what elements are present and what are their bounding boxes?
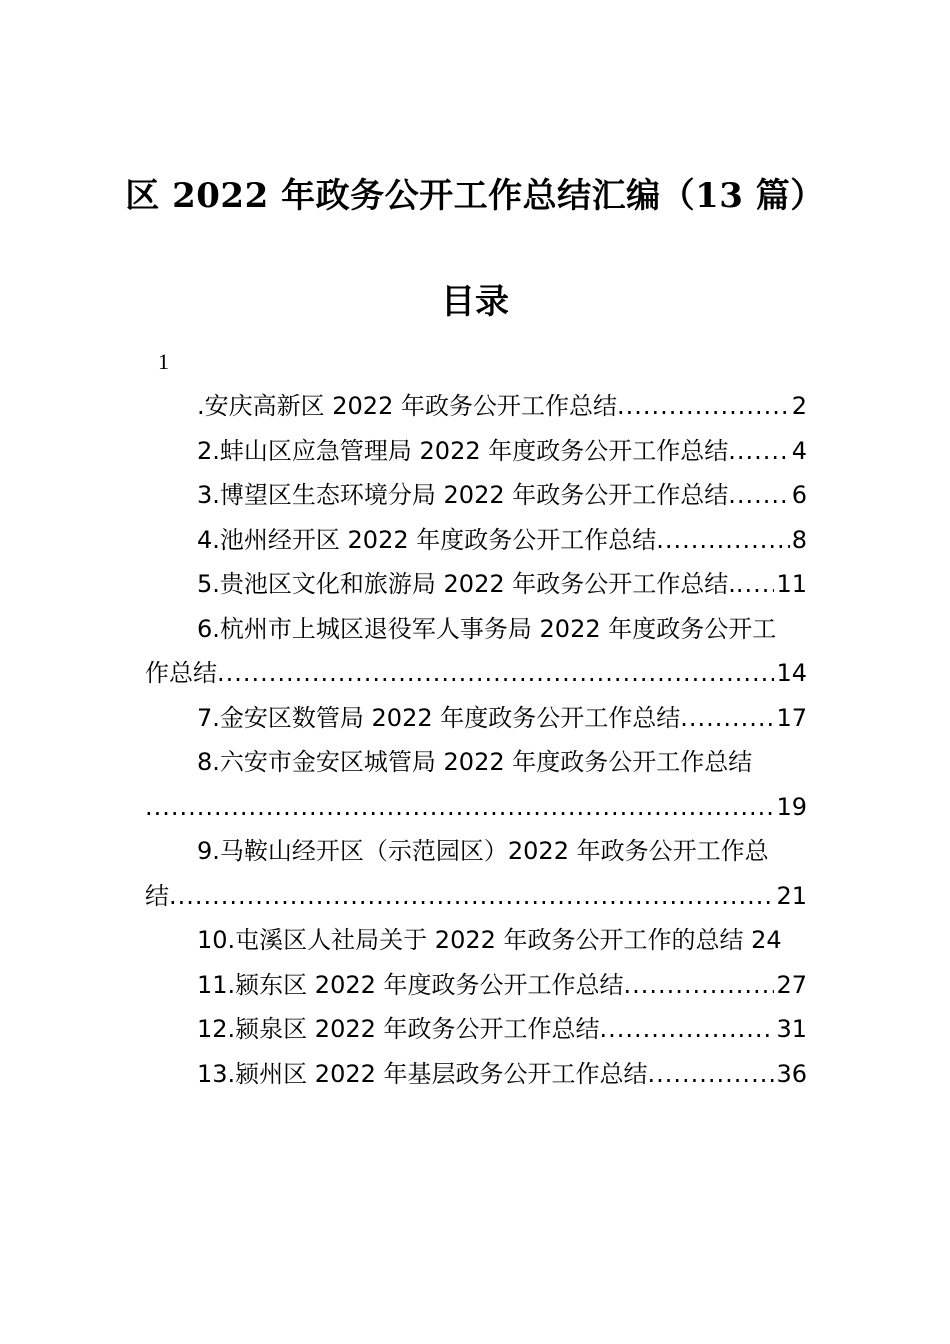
toc-line [145, 918, 807, 963]
toc-entry[interactable] [145, 1007, 807, 1052]
toc-entry-title: 8.六安市金安区城管局 2022 年度政务公开工作总结 [197, 748, 753, 776]
toc-line [145, 874, 807, 919]
toc-entry[interactable] [145, 473, 807, 518]
dot-leader [656, 518, 789, 563]
toc-entry[interactable] [145, 1052, 807, 1097]
dot-leader [680, 696, 774, 741]
toc-entry[interactable] [145, 740, 807, 829]
toc-page-number: 8 [791, 525, 807, 554]
toc-entry[interactable] [145, 429, 807, 474]
toc-entry[interactable] [145, 696, 807, 741]
toc-line [145, 785, 807, 830]
page-marker-number: 1 [158, 349, 169, 374]
toc-heading: 目录 [441, 282, 509, 322]
toc-line [145, 384, 807, 429]
toc-line [145, 429, 807, 474]
toc-line [145, 607, 807, 652]
toc-entry-title: 结 [145, 881, 169, 910]
toc-entry-title: 13.颍州区 2022 年基层政务公开工作总结 [197, 1059, 648, 1088]
toc-line [145, 518, 807, 563]
toc-line [145, 829, 807, 874]
toc-line [145, 473, 807, 518]
toc-entry[interactable] [145, 607, 807, 696]
toc-page-number: 19 [776, 792, 807, 821]
toc-line [145, 963, 807, 1008]
toc-line [145, 696, 807, 741]
dot-leader [217, 651, 774, 696]
toc-page-number: 21 [776, 881, 807, 910]
toc-entry-title: 10.屯溪区人社局关于 2022 年政务公开工作的总结 24 [197, 926, 782, 954]
document-title: 区 2022 年政务公开工作总结汇编（13 篇） [125, 176, 825, 216]
toc-entry[interactable] [145, 384, 807, 429]
toc-page-number: 4 [791, 436, 807, 465]
toc-line [145, 1052, 807, 1097]
toc-page-number: 14 [776, 659, 807, 687]
table-of-contents [145, 384, 807, 1096]
toc-entry-title: 6.杭州市上城区退役军人事务局 2022 年度政务公开工 [197, 614, 777, 643]
toc-entry-title: 9.马鞍山经开区（示范园区）2022 年政务公开工作总 [197, 837, 769, 865]
dot-leader [169, 874, 774, 919]
toc-line [145, 562, 807, 607]
toc-entry[interactable] [145, 918, 807, 963]
toc-entry-title: 12.颍泉区 2022 年政务公开工作总结 [197, 1015, 600, 1043]
dot-leader [145, 785, 774, 830]
toc-page-number: 31 [776, 1015, 807, 1043]
toc-page-number: 36 [776, 1059, 807, 1088]
toc-entry-title: 3.博望区生态环境分局 2022 年政务公开工作总结 [197, 481, 729, 509]
toc-line [145, 1007, 807, 1052]
toc-entry-title: .安庆高新区 2022 年政务公开工作总结 [197, 392, 617, 420]
dot-leader [617, 384, 790, 429]
toc-entry-title: 11.颍东区 2022 年度政务公开工作总结 [197, 970, 624, 999]
toc-entry[interactable] [145, 518, 807, 563]
dot-leader [648, 1052, 775, 1097]
toc-entry[interactable] [145, 562, 807, 607]
toc-entry-title: 7.金安区数管局 2022 年度政务公开工作总结 [197, 703, 681, 732]
dot-leader [736, 562, 775, 607]
toc-line [145, 740, 807, 785]
toc-entry-title: 4.池州经开区 2022 年度政务公开工作总结 [197, 525, 657, 554]
toc-entry[interactable] [145, 963, 807, 1008]
toc-page-number: 17 [776, 703, 807, 732]
dot-leader [728, 473, 789, 518]
toc-page-number: 27 [776, 970, 807, 999]
dot-leader [600, 1007, 775, 1052]
toc-entry-title: 2.蚌山区应急管理局 2022 年度政务公开工作总结 [197, 436, 729, 465]
dot-leader [624, 963, 775, 1008]
toc-entry[interactable] [145, 829, 807, 918]
toc-line [145, 651, 807, 696]
toc-page-number: 2 [791, 392, 807, 420]
toc-entry-title: 5.贵池区文化和旅游局 2022 年政务公开工作总结. [197, 570, 736, 598]
toc-entry-title: 作总结 [145, 659, 217, 687]
toc-page-number: 6 [791, 481, 807, 509]
dot-leader [728, 429, 789, 474]
toc-page-number: 11 [776, 570, 807, 598]
